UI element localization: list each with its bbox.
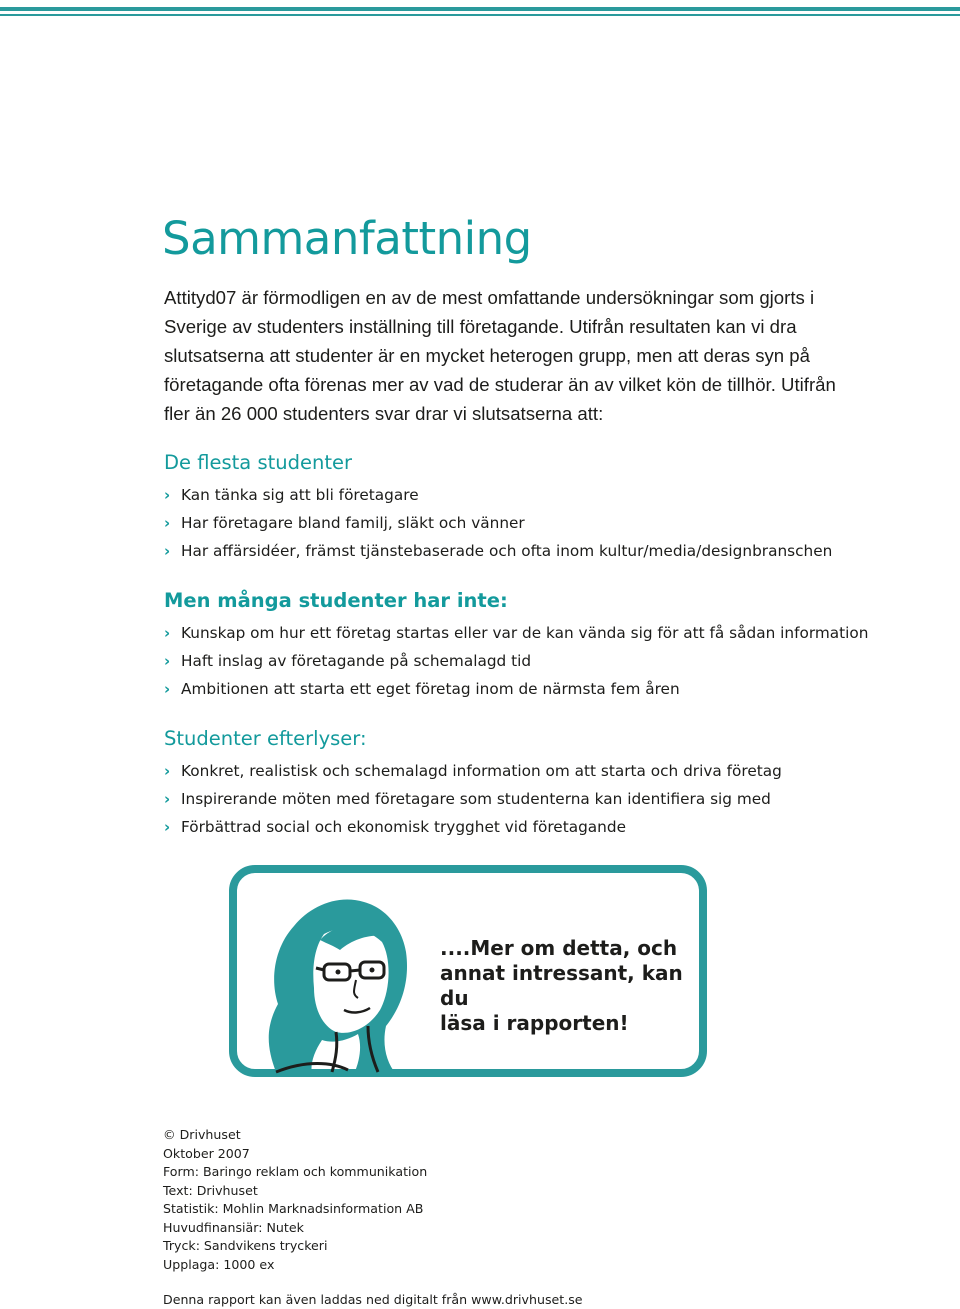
list-item: › Förbättrad social och ekonomisk trygghet vid företagande	[164, 813, 782, 841]
chevron-icon: ›	[164, 514, 171, 532]
top-rule-thin	[0, 14, 960, 16]
colophon	[163, 1126, 427, 1274]
chevron-icon: ›	[164, 818, 171, 836]
section-students-lack	[164, 587, 868, 703]
bullet-list	[164, 481, 832, 565]
colophon-line: Huvudfinansiär: Nutek	[163, 1219, 304, 1235]
chevron-icon: ›	[164, 790, 171, 808]
section-students-request	[164, 725, 782, 841]
chevron-icon: ›	[164, 762, 171, 780]
list-item: › Har affärsidéer, främst tjänstebaserade och ofta inom kultur/media/designbranschen	[164, 537, 832, 565]
colophon-line: Statistik: Mohlin Marknadsinformation AB	[163, 1201, 424, 1216]
page-title: Sammanfattning	[162, 212, 532, 265]
top-rule-thick	[0, 7, 960, 11]
list-item: › Ambitionen att starta ett eget företag inom de närmsta fem åren	[164, 675, 868, 703]
section-heading: Men många studenter har inte:	[164, 589, 508, 612]
colophon-line: © Drivhuset	[163, 1127, 241, 1142]
bullet-list	[164, 619, 868, 703]
colophon-line: Form: Baringo reklam och kommunikation	[163, 1164, 428, 1179]
footer-note: Denna rapport kan även laddas ned digitalt från www.drivhuset.se	[163, 1292, 583, 1307]
list-item: › Inspirerande möten med företagare som studenterna kan identifiera sig med	[164, 785, 782, 813]
chevron-icon: ›	[164, 652, 171, 670]
chevron-icon: ›	[164, 624, 171, 642]
list-item: › Haft inslag av företagande på schemalagd tid	[164, 647, 868, 675]
callout-text: ....Mer om detta, och annat intressant, kan du läsa i rapporten!	[440, 936, 683, 1035]
chevron-icon: ›	[164, 680, 171, 698]
woman-portrait-icon	[236, 876, 436, 1076]
section-heading: De flesta studenter	[164, 451, 353, 474]
colophon-line: Tryck: Sandvikens tryckeri	[163, 1238, 328, 1253]
list-item: › Kan tänka sig att bli företagare	[164, 481, 832, 509]
section-heading: Studenter efterlyser:	[164, 727, 367, 750]
colophon-line: Upplaga: 1000 ex	[163, 1256, 275, 1272]
intro-paragraph: Attityd07 är förmodligen en av de mest omfattande undersökningar som gjorts i Sverige av studenters inställning till företagande. Utifrån resultaten kan vi dra slutsatserna att studenter är en mycket heterogen grupp, men att deras syn på företagande ofta förenas mer av vad de studerar än av vilket kön de tillhör. Utifrån fler än 26 000 studenters svar drar vi slutsatserna att:	[164, 287, 836, 424]
list-item: › Har företagare bland familj, släkt och vänner	[164, 509, 832, 537]
chevron-icon: ›	[164, 486, 171, 504]
bullet-list	[164, 757, 782, 841]
list-item: › Konkret, realistisk och schemalagd information om att starta och driva företag	[164, 757, 782, 785]
section-most-students	[164, 449, 832, 565]
colophon-line: Oktober 2007	[163, 1145, 250, 1161]
colophon-line: Text: Drivhuset	[163, 1182, 258, 1198]
list-item: › Kunskap om hur ett företag startas eller var de kan vända sig för att få sådan information	[164, 619, 868, 647]
chevron-icon: ›	[164, 542, 171, 560]
